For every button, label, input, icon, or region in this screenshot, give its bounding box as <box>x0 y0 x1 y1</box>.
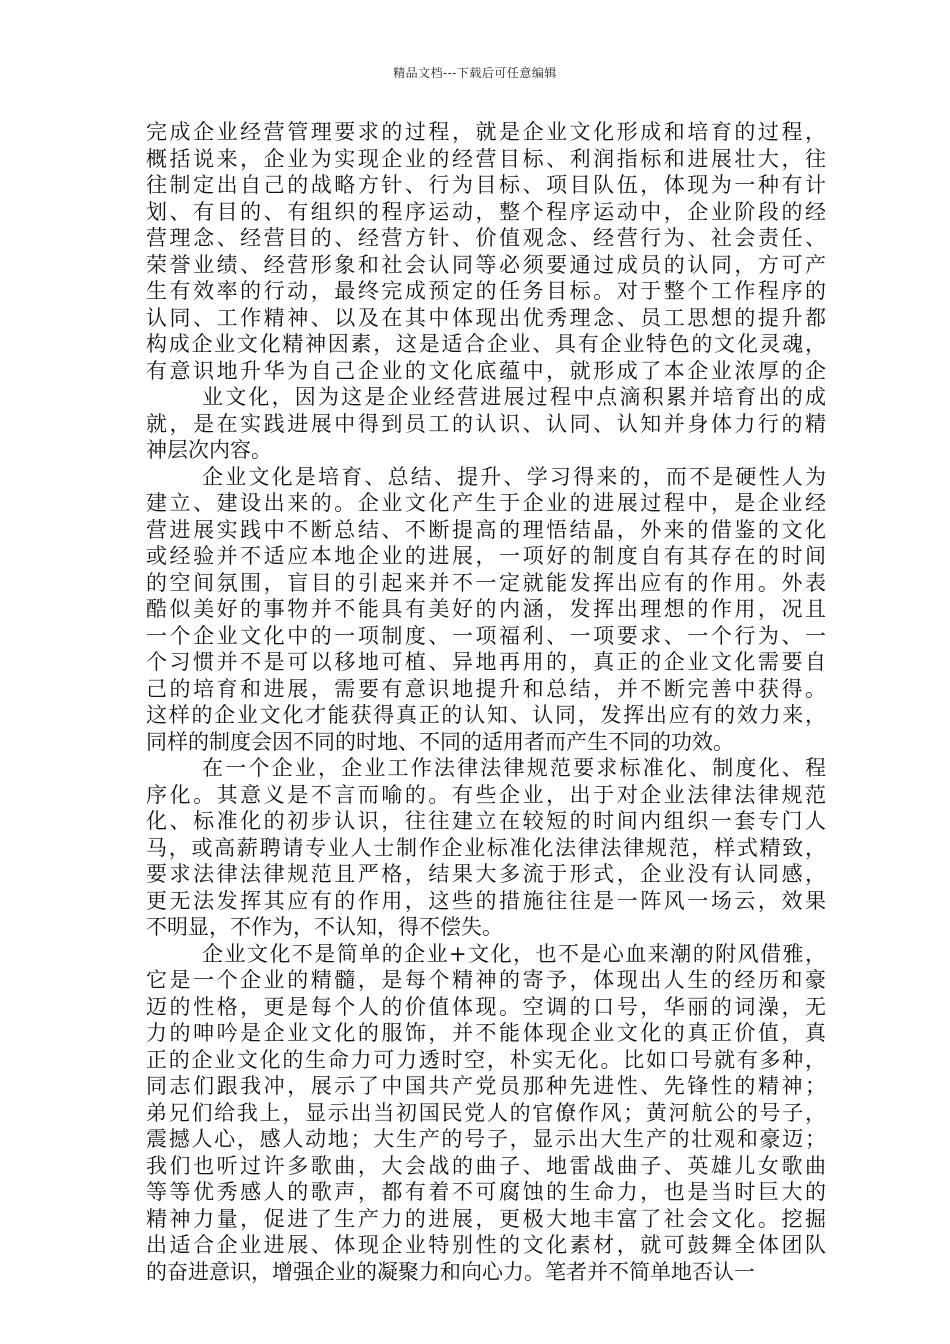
paragraph <box>146 384 826 464</box>
text-line: 等等优秀感人的歌声，都有着不可腐蚀的生命力，也是当时巨大的 <box>146 1180 826 1204</box>
text-line: 弟兄们给我上，显示出当初国民党人的官僚作风；黄河航公的号子， <box>146 1100 826 1125</box>
text-line: 认同、工作精神、以及在其中体现出优秀理念、员工思想的提升都 <box>146 305 826 330</box>
text-line: 往制定出自己的战略方针、行为目标、项目队伍，体现为一种有计 <box>146 173 826 197</box>
text-line: 震撼人心，感人动地；大生产的号子，显示出大生产的壮观和豪迈； <box>146 1127 826 1151</box>
page-header: 精品文档---下载后可任意编辑 <box>393 66 557 80</box>
text-line: 它是一个企业的精髓，是每个精神的寄予，体现出人生的经历和豪 <box>146 968 826 992</box>
text-line: 马，或高薪聘请专业人士制作企业标准化法律法律规范，样式精致， <box>146 835 826 860</box>
text-line: 精神力量，促进了生产力的进展，更极大地丰富了社会文化。挖掘 <box>146 1206 826 1231</box>
paragraph <box>146 941 826 1286</box>
text-line: 构成企业文化精神因素，这是适合企业、具有企业特色的文化灵魂， <box>146 332 826 356</box>
text-line: 在一个企业，企业工作法律法律规范要求标准化、制度化、程 <box>202 756 826 780</box>
paragraph <box>146 464 826 756</box>
text-line: 建立、建设出来的。企业文化产生于企业的进展过程中，是企业经 <box>146 491 826 515</box>
text-line: 更无法发挥其应有的作用，这些的措施往往是一阵风一场云，效果 <box>146 888 826 913</box>
document-body <box>146 119 826 1285</box>
text-line: 或经验并不适应本地企业的进展，一项好的制度自有其存在的时间 <box>146 544 826 568</box>
text-line: 就，是在实践进展中得到员工的认识、认同、认知并身体力行的精 <box>146 411 826 436</box>
text-line: 我们也听过许多歌曲，大会战的曲子、地雷战曲子、英雄儿女歌曲 <box>146 1153 826 1178</box>
text-line: 迈的性格，更是每个人的价值体现。空调的口号，华丽的词澡，无 <box>146 994 826 1019</box>
text-line: 序化。其意义是不言而喻的。有些企业，出于对企业法律法律规范 <box>146 782 826 807</box>
text-line: 神层次内容。 <box>146 438 272 462</box>
paragraph <box>146 119 826 384</box>
text-line: 化、标准化的初步认识，往往建立在较短的时间内组织一套专门人 <box>146 809 826 833</box>
text-line: 企业文化不是简单的企业+文化，也不是心血来潮的附风借雅， <box>202 941 826 966</box>
text-line: 企业文化是培育、总结、提升、学习得来的，而不是硬性人为 <box>202 464 826 489</box>
text-line: 正的企业文化的生命力可力透时空，朴实无化。比如口号就有多种， <box>146 1047 826 1072</box>
text-line: 划、有目的、有组织的程序运动，整个程序运动中，企业阶段的经 <box>146 199 826 224</box>
text-line: 营理念、经营目的、经营方针、价值观念、经营行为、社会责任、 <box>146 226 826 250</box>
text-line: 完成企业经营管理要求的过程，就是企业文化形成和培育的过程， <box>146 120 826 144</box>
text-line: 要求法律法律规范且严格，结果大多流于形式，企业没有认同感， <box>146 862 826 886</box>
paragraph <box>146 755 826 941</box>
text-line: 有意识地升华为自己企业的文化底蕴中，就形成了本企业浓厚的企 <box>146 358 826 383</box>
text-line: 的奋进意识，增强企业的凝聚力和向心力。笔者并不简单地否认一 <box>146 1259 755 1284</box>
text-line: 这样的企业文化才能获得真正的认知、认同，发挥出应有的效力来， <box>146 703 826 727</box>
text-line: 个习惯并不是可以移地可植、异地再用的，真正的企业文化需要自 <box>146 650 826 674</box>
text-line: 生有效率的行动，最终完成预定的任务目标。对于整个工作程序的 <box>146 279 826 303</box>
text-line: 的空间氛围，盲目的引起来并不一定就能发挥出应有的作用。外表 <box>146 570 826 595</box>
text-line: 同志们跟我冲，展示了中国共产党员那种先进性、先锋性的精神； <box>146 1074 826 1098</box>
text-line: 一个企业文化中的一项制度、一项福利、一项要求、一个行为、一 <box>146 623 826 648</box>
text-line: 出适合企业进展、体现企业特别性的文化素材，就可鼓舞全体团队 <box>146 1233 826 1257</box>
text-line: 同样的制度会因不同的时地、不同的适用者而产生不同的功效。 <box>146 729 734 754</box>
text-line: 己的培育和进展，需要有意识地提升和总结，并不断完善中获得。 <box>146 676 826 701</box>
text-line: 力的呻吟是企业文化的服饰，并不能体现企业文化的真正价值，真 <box>146 1021 826 1045</box>
text-line: 不明显，不作为，不认知，得不偿失。 <box>146 915 503 939</box>
text-line: 营进展实践中不断总结、不断提高的理悟结晶，外来的借鉴的文化 <box>146 517 826 542</box>
text-line: 概括说来，企业为实现企业的经营目标、利润指标和进展壮大，往 <box>146 146 826 171</box>
text-line: 酷似美好的事物并不能具有美好的内涵，发挥出理想的作用，况且 <box>146 597 826 621</box>
text-line: 业文化，因为这是企业经营进展过程中点滴积累并培育出的成 <box>202 385 826 409</box>
text-line: 荣誉业绩、经营形象和社会认同等必须要通过成员的认同，方可产 <box>146 252 826 277</box>
